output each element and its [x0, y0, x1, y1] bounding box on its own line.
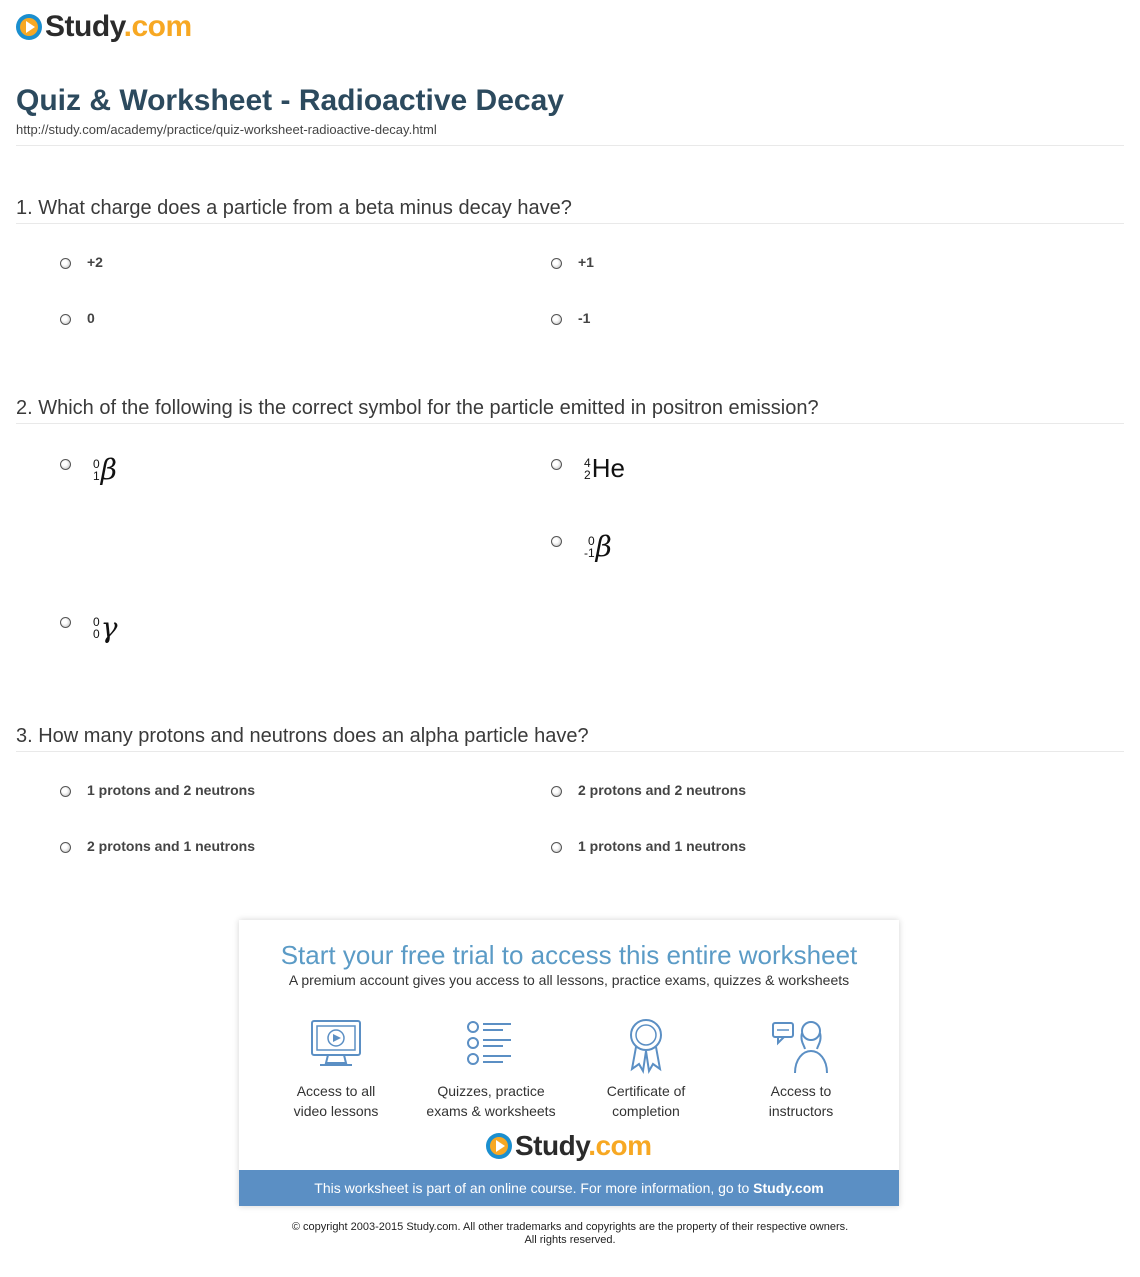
- radio-button[interactable]: [551, 459, 562, 470]
- divider: [16, 423, 1124, 424]
- copyright-footer: [0, 1221, 1140, 1247]
- option-label: +2: [87, 254, 103, 270]
- feature-label: Quizzes, practice exams & worksheets: [426, 1083, 556, 1119]
- symbol-letter: β: [595, 530, 612, 563]
- question-3-text: 3. How many protons and neutrons does an alpha particle have?: [16, 725, 589, 747]
- feature-label: Access to instructors: [768, 1083, 834, 1119]
- nuclear-symbol: [584, 453, 625, 484]
- promo-title[interactable]: Start your free trial to access this entire worksheet: [280, 940, 858, 970]
- q1-option-c[interactable]: [60, 310, 95, 326]
- question-1-text: 1. What charge does a particle from a beta minus decay have?: [16, 197, 572, 219]
- symbol-letter: β: [100, 453, 117, 486]
- symbol-mass: 0: [93, 614, 100, 629]
- nuclear-symbol: [93, 611, 117, 644]
- q1-option-b[interactable]: [551, 254, 594, 270]
- study-logo[interactable]: [16, 10, 192, 44]
- feature-label: Access to all video lessons: [293, 1083, 379, 1119]
- q3-option-b[interactable]: [551, 782, 746, 798]
- certificate-icon: [614, 1015, 678, 1075]
- nuclear-symbol: [93, 453, 117, 486]
- symbol-letter: He: [591, 453, 625, 483]
- option-label: -1: [578, 310, 591, 326]
- radio-button[interactable]: [551, 314, 562, 325]
- q3-option-a[interactable]: [60, 782, 255, 798]
- q2-option-c[interactable]: [551, 532, 612, 563]
- option-label: 0: [87, 310, 95, 326]
- radio-button[interactable]: [551, 842, 562, 853]
- page-title: Quiz & Worksheet - Radioactive Decay: [16, 84, 564, 117]
- video-lesson-icon: [304, 1015, 368, 1075]
- symbol-charge: 0: [93, 626, 100, 641]
- nuclear-symbol: [584, 530, 612, 563]
- promo-subtitle: A premium account gives you access to all lessons, practice exams, quizzes & worksheets: [288, 972, 850, 988]
- q2-option-a[interactable]: [60, 455, 117, 486]
- study-logo-bottom[interactable]: [486, 1130, 652, 1162]
- q2-option-b[interactable]: [551, 455, 625, 484]
- feature-certificate: [571, 1015, 721, 1121]
- radio-button[interactable]: [551, 786, 562, 797]
- symbol-charge: -1: [584, 545, 595, 560]
- copyright-line: © copyright 2003-2015 Study.com. All other trademarks and copyrights are the property of their respective owners.: [291, 1221, 849, 1233]
- radio-button[interactable]: [60, 786, 71, 797]
- logo-suffix: .com: [588, 1130, 652, 1161]
- divider: [16, 223, 1124, 224]
- symbol-charge: 1: [93, 468, 100, 483]
- radio-button[interactable]: [551, 258, 562, 269]
- radio-button[interactable]: [60, 258, 71, 269]
- radio-button[interactable]: [60, 314, 71, 325]
- play-logo-icon: [16, 14, 42, 40]
- option-label: 2 protons and 1 neutrons: [87, 838, 256, 854]
- symbol-letter: γ: [100, 611, 118, 644]
- feature-quizzes: [416, 1015, 566, 1121]
- symbol-charge: 2: [584, 467, 591, 482]
- option-label: 1 protons and 1 neutrons: [578, 838, 747, 854]
- premium-promo-box: [239, 920, 899, 1206]
- q3-option-c[interactable]: [60, 838, 255, 854]
- play-logo-icon: [486, 1133, 512, 1159]
- symbol-mass: 0: [587, 533, 595, 548]
- q2-option-d[interactable]: [60, 613, 117, 644]
- logo-name: Study: [45, 10, 124, 43]
- feature-instructors: [726, 1015, 876, 1121]
- logo-suffix: .com: [123, 10, 192, 43]
- promo-info-bar: [239, 1170, 899, 1206]
- radio-button[interactable]: [60, 617, 71, 628]
- logo-name: Study: [515, 1130, 589, 1161]
- radio-button[interactable]: [60, 459, 71, 470]
- question-2-text: 2. Which of the following is the correct symbol for the particle emitted in positron emission?: [16, 397, 819, 419]
- symbol-mass: 0: [93, 456, 100, 471]
- q3-option-d[interactable]: [551, 838, 746, 854]
- divider: [16, 145, 1124, 146]
- study-com-link[interactable]: Study.com: [753, 1180, 824, 1196]
- divider: [16, 751, 1124, 752]
- symbol-mass: 4: [584, 455, 591, 470]
- option-label: 1 protons and 2 neutrons: [87, 782, 256, 798]
- quiz-list-icon: [459, 1015, 523, 1075]
- page-url: http://study.com/academy/practice/quiz-worksheet-radioactive-decay.html: [16, 122, 437, 137]
- rights-line: All rights reserved.: [524, 1234, 616, 1246]
- radio-button[interactable]: [551, 536, 562, 547]
- q1-option-a[interactable]: [60, 254, 103, 270]
- feature-label: Certificate of completion: [606, 1083, 686, 1119]
- option-label: +1: [578, 254, 594, 270]
- option-label: 2 protons and 2 neutrons: [578, 782, 747, 798]
- q1-option-d[interactable]: [551, 310, 590, 326]
- feature-video-lessons: [261, 1015, 411, 1121]
- radio-button[interactable]: [60, 842, 71, 853]
- instructor-icon: [769, 1015, 833, 1075]
- promo-bar-text: This worksheet is part of an online course. For more information, go to: [314, 1180, 754, 1196]
